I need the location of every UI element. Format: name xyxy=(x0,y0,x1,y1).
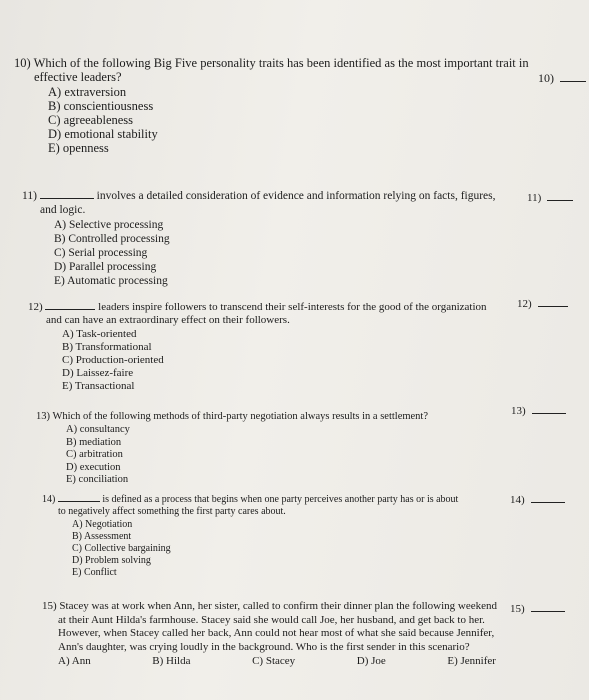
options-list xyxy=(42,519,502,579)
option-d[interactable]: D) emotional stability xyxy=(48,127,158,141)
question-line-1: is defined as a process that begins when one party perceives another party has or is about xyxy=(102,494,459,505)
option-a[interactable]: A) extraversion xyxy=(48,85,127,99)
question-text xyxy=(22,189,522,203)
question-number: 13) xyxy=(36,411,50,422)
option-e[interactable]: E) Conflict xyxy=(72,567,117,578)
option-a[interactable]: A) Ann xyxy=(58,655,91,667)
option-b[interactable]: B) Transformational xyxy=(62,341,152,353)
option-c[interactable]: C) Stacey xyxy=(252,655,296,667)
question-15 xyxy=(42,600,504,668)
answer-blank-12[interactable] xyxy=(517,298,568,310)
question-text xyxy=(14,56,534,70)
question-line-1: Stacey was at work when Ann, her sister, called to confirm their dinner plan the following weekend xyxy=(59,600,498,612)
option-d[interactable]: D) Problem solving xyxy=(72,555,151,566)
question-13 xyxy=(36,410,496,487)
option-e[interactable]: E) Jennifer xyxy=(447,655,496,667)
option-b[interactable]: B) conscientiousness xyxy=(48,99,154,113)
question-number: 10) xyxy=(14,56,31,70)
answer-label: 11) xyxy=(527,192,542,204)
option-a[interactable]: A) consultancy xyxy=(66,424,130,435)
option-c[interactable]: C) Serial processing xyxy=(54,247,148,259)
option-b[interactable]: B) mediation xyxy=(66,436,122,448)
question-text xyxy=(42,600,504,614)
option-c[interactable]: C) arbitration xyxy=(66,449,123,460)
question-line-2: effective leaders? xyxy=(34,70,122,84)
question-number: 11) xyxy=(22,190,37,202)
question-12 xyxy=(28,301,528,393)
question-line-4: Ann's daughter, was crying loudly in the background. Who is the first sender in this scenario? xyxy=(58,640,470,653)
options-list xyxy=(14,85,534,155)
option-c[interactable]: C) agreeableness xyxy=(48,113,134,127)
answer-blank-15[interactable] xyxy=(510,603,565,615)
option-d[interactable]: D) Laissez-faire xyxy=(62,367,134,379)
options-list xyxy=(28,328,528,393)
question-14 xyxy=(42,494,502,579)
option-e[interactable]: E) openness xyxy=(48,141,109,155)
option-b[interactable]: B) Assessment xyxy=(72,531,132,542)
answer-blank-inline[interactable] xyxy=(40,197,94,199)
answer-blank-11[interactable] xyxy=(527,192,573,204)
option-c[interactable]: C) Production-oriented xyxy=(62,354,164,366)
question-line-2: at their Aunt Hilda's farmhouse. Stacey said she would call Joe, her husband, and get back to her. xyxy=(58,613,485,626)
answer-label: 13) xyxy=(511,405,526,417)
option-e[interactable]: E) Automatic processing xyxy=(54,275,168,287)
question-number: 14) xyxy=(42,494,56,505)
options-list xyxy=(22,218,522,288)
option-a[interactable]: A) Selective processing xyxy=(54,219,164,231)
option-e[interactable]: E) conciliation xyxy=(66,474,129,485)
options-list xyxy=(36,424,496,487)
question-line-1: Which of the following Big Five personality traits has been identified as the most important trait in xyxy=(33,56,529,70)
question-text xyxy=(36,410,496,423)
options-list xyxy=(42,654,504,668)
question-number: 15) xyxy=(42,600,57,612)
option-c[interactable]: C) Collective bargaining xyxy=(72,543,171,554)
question-line-2: and logic. xyxy=(40,204,86,216)
question-line-1: Which of the following methods of third-party negotiation always results in a settlement? xyxy=(52,411,429,422)
question-10 xyxy=(14,56,534,155)
answer-label: 10) xyxy=(538,71,554,85)
answer-label: 14) xyxy=(510,494,525,506)
question-line-1: involves a detailed consideration of evidence and information relying on facts, figures, xyxy=(96,190,496,202)
answer-blank-14[interactable] xyxy=(510,494,565,506)
question-line-2: and can have an extraordinary effect on their followers. xyxy=(46,314,290,326)
answer-label: 12) xyxy=(517,298,532,310)
answer-label: 15) xyxy=(510,603,525,615)
question-line-1: leaders inspire followers to transcend their self-interests for the good of the organization xyxy=(98,301,487,313)
option-b[interactable]: B) Controlled processing xyxy=(54,233,170,245)
answer-blank-13[interactable] xyxy=(511,405,566,417)
option-b[interactable]: B) Hilda xyxy=(152,655,191,667)
question-11 xyxy=(22,189,522,288)
question-number: 12) xyxy=(28,301,43,313)
option-d[interactable]: D) execution xyxy=(66,461,121,473)
option-d[interactable]: D) Joe xyxy=(356,655,386,667)
question-text xyxy=(42,494,502,506)
option-a[interactable]: A) Negotiation xyxy=(72,519,133,530)
answer-blank-inline[interactable] xyxy=(45,308,95,310)
answer-blank-10[interactable] xyxy=(538,71,586,86)
question-text xyxy=(28,301,528,314)
question-line-3: However, when Stacey called her back, Ann could not hear most of what she said because Jennifer, xyxy=(58,627,495,639)
answer-blank-inline[interactable] xyxy=(58,500,100,502)
option-d[interactable]: D) Parallel processing xyxy=(54,261,157,273)
question-line-2: to negatively affect something the first party cares about. xyxy=(58,506,286,517)
option-a[interactable]: A) Task-oriented xyxy=(62,328,137,340)
option-e[interactable]: E) Transactional xyxy=(62,380,135,392)
